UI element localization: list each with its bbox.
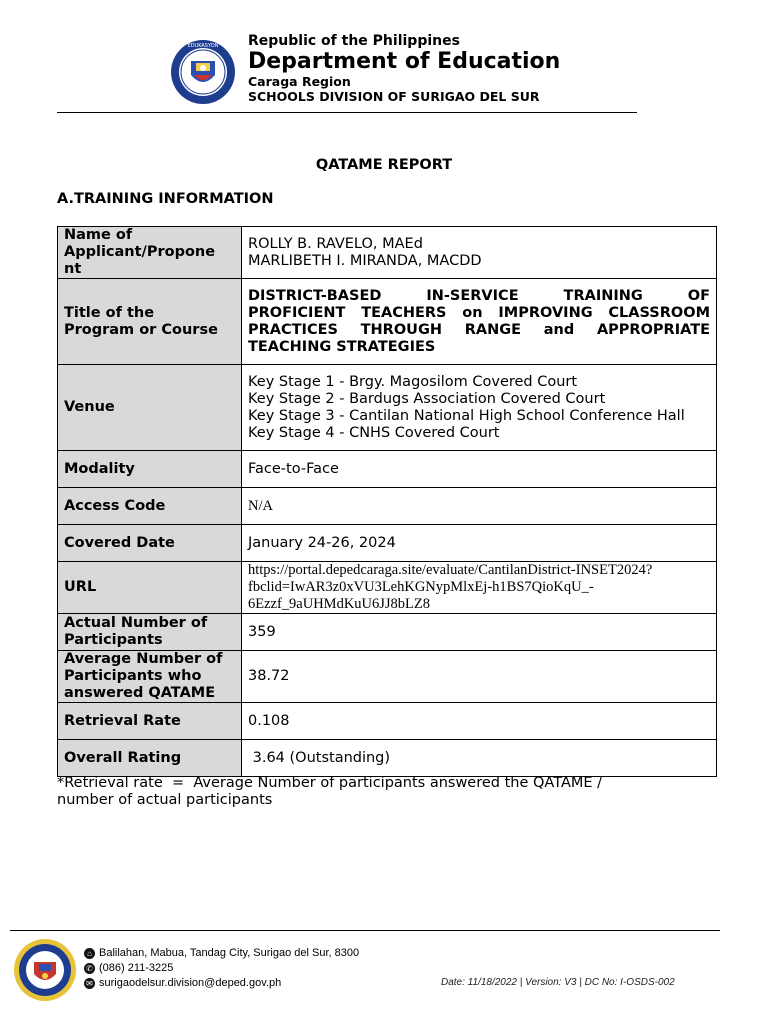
url-value: https://portal.depedcaraga.site/evaluate/CantilanDistrict-INSET2024? fbclid=IwAR3z0xVU3LehKGNypMlxEj-h1BS7QioKqU_- 6Ezzf_9aUHMdKuU6JJ8bLZ8: [242, 562, 717, 614]
applicant-label: Name of Applicant/Propone nt: [58, 227, 242, 279]
table-row: [58, 365, 717, 451]
participants-label: Actual Number of Participants: [58, 614, 242, 651]
table-row: [58, 740, 717, 777]
program-label: Title of the Program or Course: [58, 279, 242, 365]
venue-label: Venue: [58, 365, 242, 451]
table-row: [58, 451, 717, 488]
division-line: SCHOOLS DIVISION OF SURIGAO DEL SUR: [248, 88, 540, 104]
footer-email: ✉ surigaodelsur.division@deped.gov.ph: [84, 977, 281, 989]
deped-footer-seal-logo: [12, 938, 78, 1002]
retrieval-note: *Retrieval rate = Average Number of participants answered the QATAME / number of actual participants: [57, 775, 603, 808]
url-label: URL: [58, 562, 242, 614]
retrieval-rate-value: 0.108: [242, 703, 717, 740]
average-value: 38.72: [242, 651, 717, 703]
overall-rating-value: 3.64 (Outstanding): [242, 740, 717, 777]
home-icon: ⌂: [84, 948, 95, 959]
table-row: [58, 703, 717, 740]
training-info-table: [57, 226, 717, 777]
table-row: [58, 279, 717, 365]
covered-date-label: Covered Date: [58, 525, 242, 562]
applicant-value: ROLLY B. RAVELO, MAEd MARLIBETH I. MIRANDA, MACDD: [242, 227, 717, 279]
venue-value: Key Stage 1 - Brgy. Magosilom Covered Court Key Stage 2 - Bardugs Association Covered Court Key Stage 3 - Cantilan National High School Conference Hall Key Stage 4 - CNHS Covered Court: [242, 365, 717, 451]
footer-divider: [10, 930, 720, 931]
participants-value: 359: [242, 614, 717, 651]
table-row: [58, 488, 717, 525]
republic-line: Republic of the Philippines: [248, 33, 460, 49]
average-label: Average Number of Participants who answered QATAME: [58, 651, 242, 703]
deped-seal-logo: [169, 39, 237, 105]
table-row: [58, 614, 717, 651]
phone-icon: ✆: [84, 963, 95, 974]
region-line: Caraga Region: [248, 74, 351, 89]
access-code-label: Access Code: [58, 488, 242, 525]
department-name: Department of Education: [248, 49, 561, 74]
report-title: QATAME REPORT: [315, 157, 453, 173]
retrieval-rate-label: Retrieval Rate: [58, 703, 242, 740]
modality-label: Modality: [58, 451, 242, 488]
table-row: [58, 651, 717, 703]
section-heading: A.TRAINING INFORMATION: [57, 191, 274, 207]
overall-rating-label: Overall Rating: [58, 740, 242, 777]
table-row: [58, 227, 717, 279]
modality-value: Face-to-Face: [242, 451, 717, 488]
program-value: DISTRICT-BASED IN-SERVICE TRAINING OF PROFICIENT TEACHERS on IMPROVING CLASSROOM PRACTICES THROUGH RANGE and APPROPRIATE TEACHING STRATEGIES: [242, 279, 717, 365]
covered-date-value: January 24-26, 2024: [242, 525, 717, 562]
svg-text:EDUKASYON: EDUKASYON: [187, 43, 219, 49]
email-icon: ✉: [84, 978, 95, 989]
document-control-info: Date: 11/18/2022 | Version: V3 | DC No: I-OSDS-002: [441, 977, 675, 988]
table-row: [58, 562, 717, 614]
access-code-value: N/A: [242, 488, 717, 525]
footer-phone: ✆ (086) 211-3225: [84, 962, 173, 974]
footer-address: ⌂ Balilahan, Mabua, Tandag City, Surigao del Sur, 8300: [84, 947, 359, 959]
header-divider: [57, 112, 637, 113]
letterhead: [248, 34, 560, 103]
table-row: [58, 525, 717, 562]
